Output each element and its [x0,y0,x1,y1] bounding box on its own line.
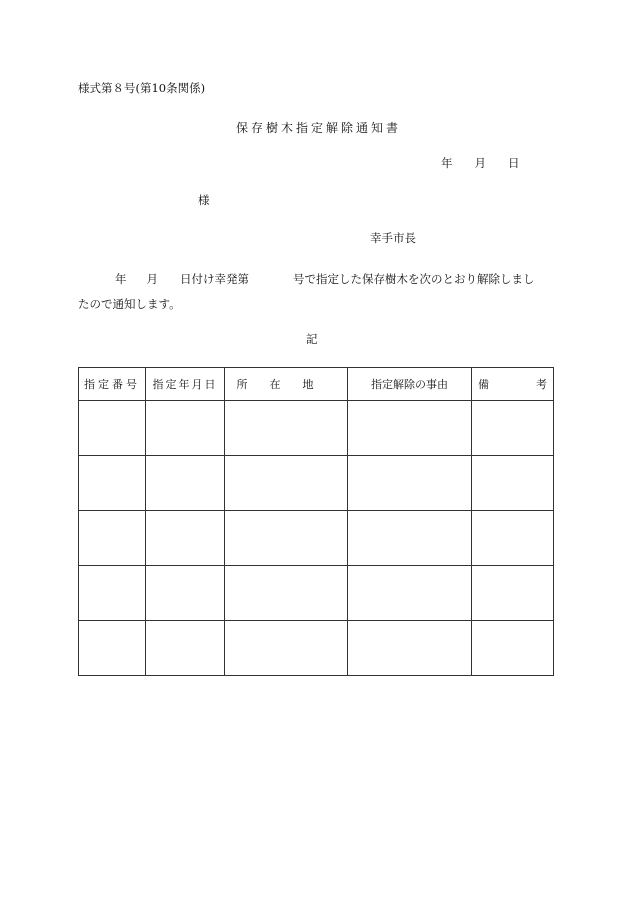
table-cell [348,566,472,621]
table-cell [472,621,554,676]
table-row [79,566,554,621]
body-text-line-1 [115,271,535,287]
table-cell [146,401,225,456]
table-cell [348,401,472,456]
records-table [78,367,554,676]
table-cell [146,456,225,511]
header-designation-date: 指定年月日 [146,368,225,401]
table-cell [472,456,554,511]
table-cell [225,621,348,676]
date-month-label: 月 [474,156,486,170]
document-title: 保存樹木指定解除通知書 [236,121,402,135]
table-cell [348,456,472,511]
table-cell [79,566,146,621]
table-row [79,456,554,511]
body-date-ref: 日付け幸発第 [180,272,249,286]
body-text-line-2: たので通知します。 [78,297,181,311]
table-cell [348,511,472,566]
header-release-reason: 指定解除の事由 [348,368,472,401]
table-cell [79,511,146,566]
table-cell [225,456,348,511]
ki-heading: 記 [306,332,318,346]
table-header-row [79,368,554,401]
remarks-char-1: 備 [478,378,489,391]
table-row [79,401,554,456]
header-location: 所在地 [225,368,348,401]
addressee-suffix: 様 [198,193,210,207]
table-cell [79,401,146,456]
body-year-label: 年 [115,272,127,286]
table-cell [225,511,348,566]
table-cell [79,456,146,511]
body-text-rest: 号で指定した保存樹木を次のとおり解除しまし [293,272,535,286]
date-year-label: 年 [441,156,453,170]
header-remarks [472,368,554,401]
table-cell [472,566,554,621]
table-cell [79,621,146,676]
date-line [441,155,520,171]
table-row [79,511,554,566]
sender-name: 幸手市長 [370,231,416,245]
table-cell [146,566,225,621]
header-designation-number: 指定番号 [79,368,146,401]
form-number: 様式第８号(第10条関係) [78,81,206,95]
table-cell [225,401,348,456]
table-cell [472,511,554,566]
body-month-label: 月 [146,272,158,286]
header-remarks-label [472,376,553,392]
table-cell [146,511,225,566]
table-cell [472,401,554,456]
table-cell [225,566,348,621]
table-cell [348,621,472,676]
remarks-char-2: 考 [536,378,547,391]
table-cell [146,621,225,676]
date-day-label: 日 [508,156,520,170]
table-row [79,621,554,676]
